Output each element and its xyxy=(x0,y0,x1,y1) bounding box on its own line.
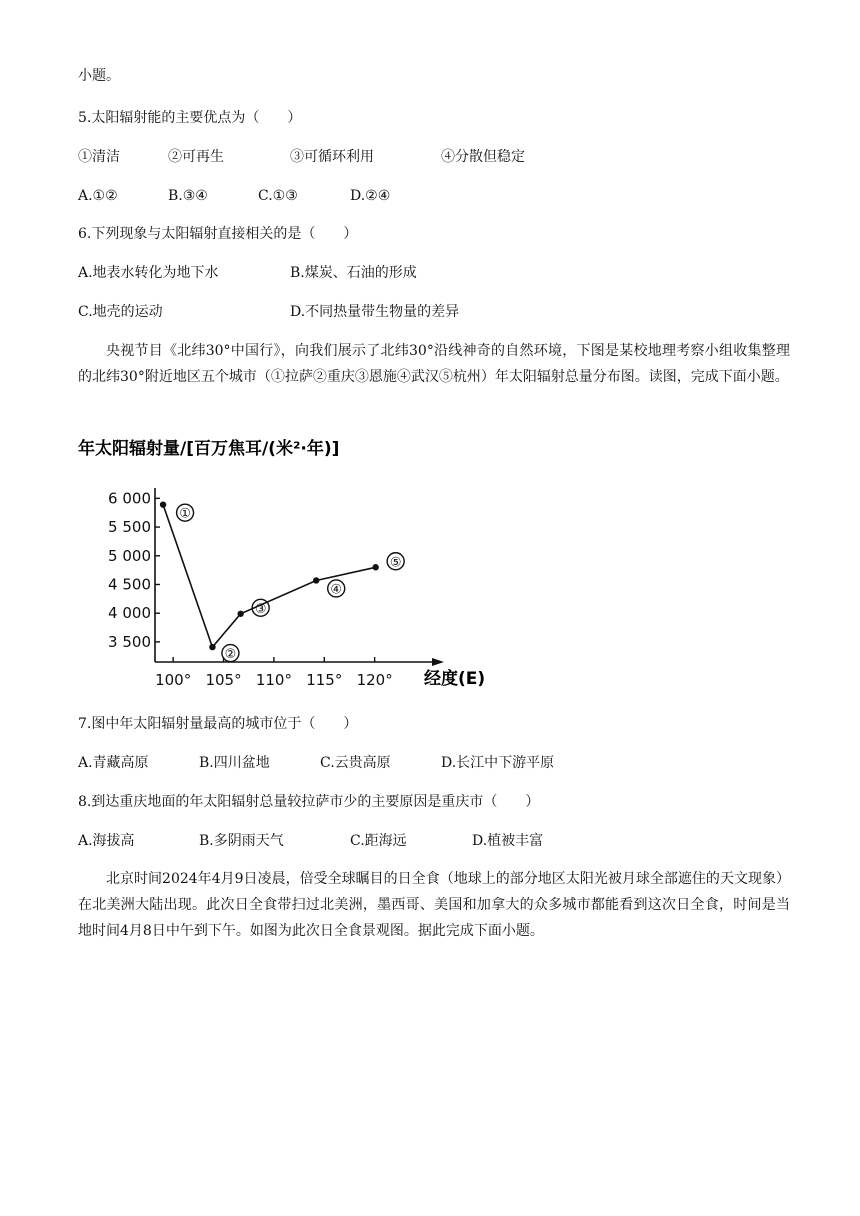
q8-option-b[interactable]: B.多阴雨天气 xyxy=(199,833,284,849)
chart-title: 年太阳辐射量/[百万焦耳/(米²·年)] xyxy=(78,439,340,459)
q6-option-a[interactable]: A.地表水转化为地下水 xyxy=(78,265,219,281)
y-tick-label: 5 000 xyxy=(108,546,151,565)
q8-option-c[interactable]: C.距海远 xyxy=(350,833,407,849)
q5-option-c[interactable]: C.①③ xyxy=(258,188,298,204)
city-data-point xyxy=(372,564,378,570)
x-axis-label: 经度(E) xyxy=(424,669,486,689)
question-5-stem: 5.太阳辐射能的主要优点为（ ） xyxy=(78,110,302,126)
y-tick-label: 6 000 xyxy=(108,489,151,508)
city-data-point xyxy=(313,577,319,583)
city-data-point xyxy=(237,611,243,617)
q7-option-b[interactable]: B.四川盆地 xyxy=(199,755,270,771)
q6-option-b[interactable]: B.煤炭、石油的形成 xyxy=(290,265,417,281)
q5-item-4: ④分散但稳定 xyxy=(441,149,525,165)
q5-item-2: ②可再生 xyxy=(168,149,224,165)
passage-north-latitude-30: 央视节目《北纬30°中国行》，向我们展示了北纬30°沿线神奇的自然环境，下图是某校地理考察小组收集整理的北纬30°附近地区五个城市（①拉萨②重庆③恩施④武汉⑤杭州）年太阳辐射总量分布图。读图，完成下面小题。 xyxy=(78,343,790,385)
y-tick-label: 4 000 xyxy=(108,604,151,623)
passage-solar-eclipse: 北京时间2024年4月9日凌晨，倍受全球瞩目的日全食（地球上的部分地区太阳光被月球全部遮住的天文现象）在北美洲大陆出现。此次日全食带扫过北美洲，墨西哥、美国和加拿大的众多城市都能看到这次日全食，时间是当地时间4月8日中午到下午。如图为此次日全食景观图。据此完成下面小题。 xyxy=(78,871,790,939)
intro-tail: 小题。 xyxy=(78,68,120,84)
q6-option-d[interactable]: D.不同热量带生物量的差异 xyxy=(290,304,460,320)
city-data-point xyxy=(209,644,215,650)
q8-option-d[interactable]: D.植被丰富 xyxy=(472,833,544,849)
x-tick-label: 110° xyxy=(255,671,292,689)
solar-radiation-chart xyxy=(70,432,510,694)
question-8-stem: 8.到达重庆地面的年太阳辐射总量较拉萨市少的主要原因是重庆市（ ） xyxy=(78,794,540,810)
x-tick-label: 120° xyxy=(356,671,393,689)
question-6-stem: 6.下列现象与太阳辐射直接相关的是（ ） xyxy=(78,226,358,242)
q6-option-c[interactable]: C.地壳的运动 xyxy=(78,304,163,320)
city-label: ③ xyxy=(254,601,267,617)
city-data-point xyxy=(160,501,166,507)
q8-option-a[interactable]: A.海拔高 xyxy=(78,833,135,849)
y-tick-label: 3 500 xyxy=(108,632,151,651)
x-tick-label: 100° xyxy=(155,671,192,689)
city-label: ① xyxy=(179,506,191,522)
city-label: ② xyxy=(224,647,237,663)
y-tick-label: 5 500 xyxy=(108,518,151,537)
y-tick-label: 4 500 xyxy=(108,575,151,594)
x-tick-label: 115° xyxy=(306,671,343,689)
city-label: ⑤ xyxy=(389,555,402,571)
q5-item-3: ③可循环利用 xyxy=(290,149,374,165)
q5-item-1: ①清洁 xyxy=(78,149,120,165)
q7-option-c[interactable]: C.云贵高原 xyxy=(320,755,391,771)
question-7-stem: 7.图中年太阳辐射量最高的城市位于（ ） xyxy=(78,716,358,732)
q5-option-b[interactable]: B.③④ xyxy=(168,188,208,204)
radiation-series-line xyxy=(163,505,376,647)
x-axis-arrow xyxy=(432,658,444,666)
q5-option-a[interactable]: A.①② xyxy=(78,188,118,204)
q7-option-d[interactable]: D.长江中下游平原 xyxy=(441,755,555,771)
q7-option-a[interactable]: A.青藏高原 xyxy=(78,755,149,771)
city-label: ④ xyxy=(330,582,343,598)
q5-option-d[interactable]: D.②④ xyxy=(350,188,391,204)
x-tick-label: 105° xyxy=(205,671,242,689)
